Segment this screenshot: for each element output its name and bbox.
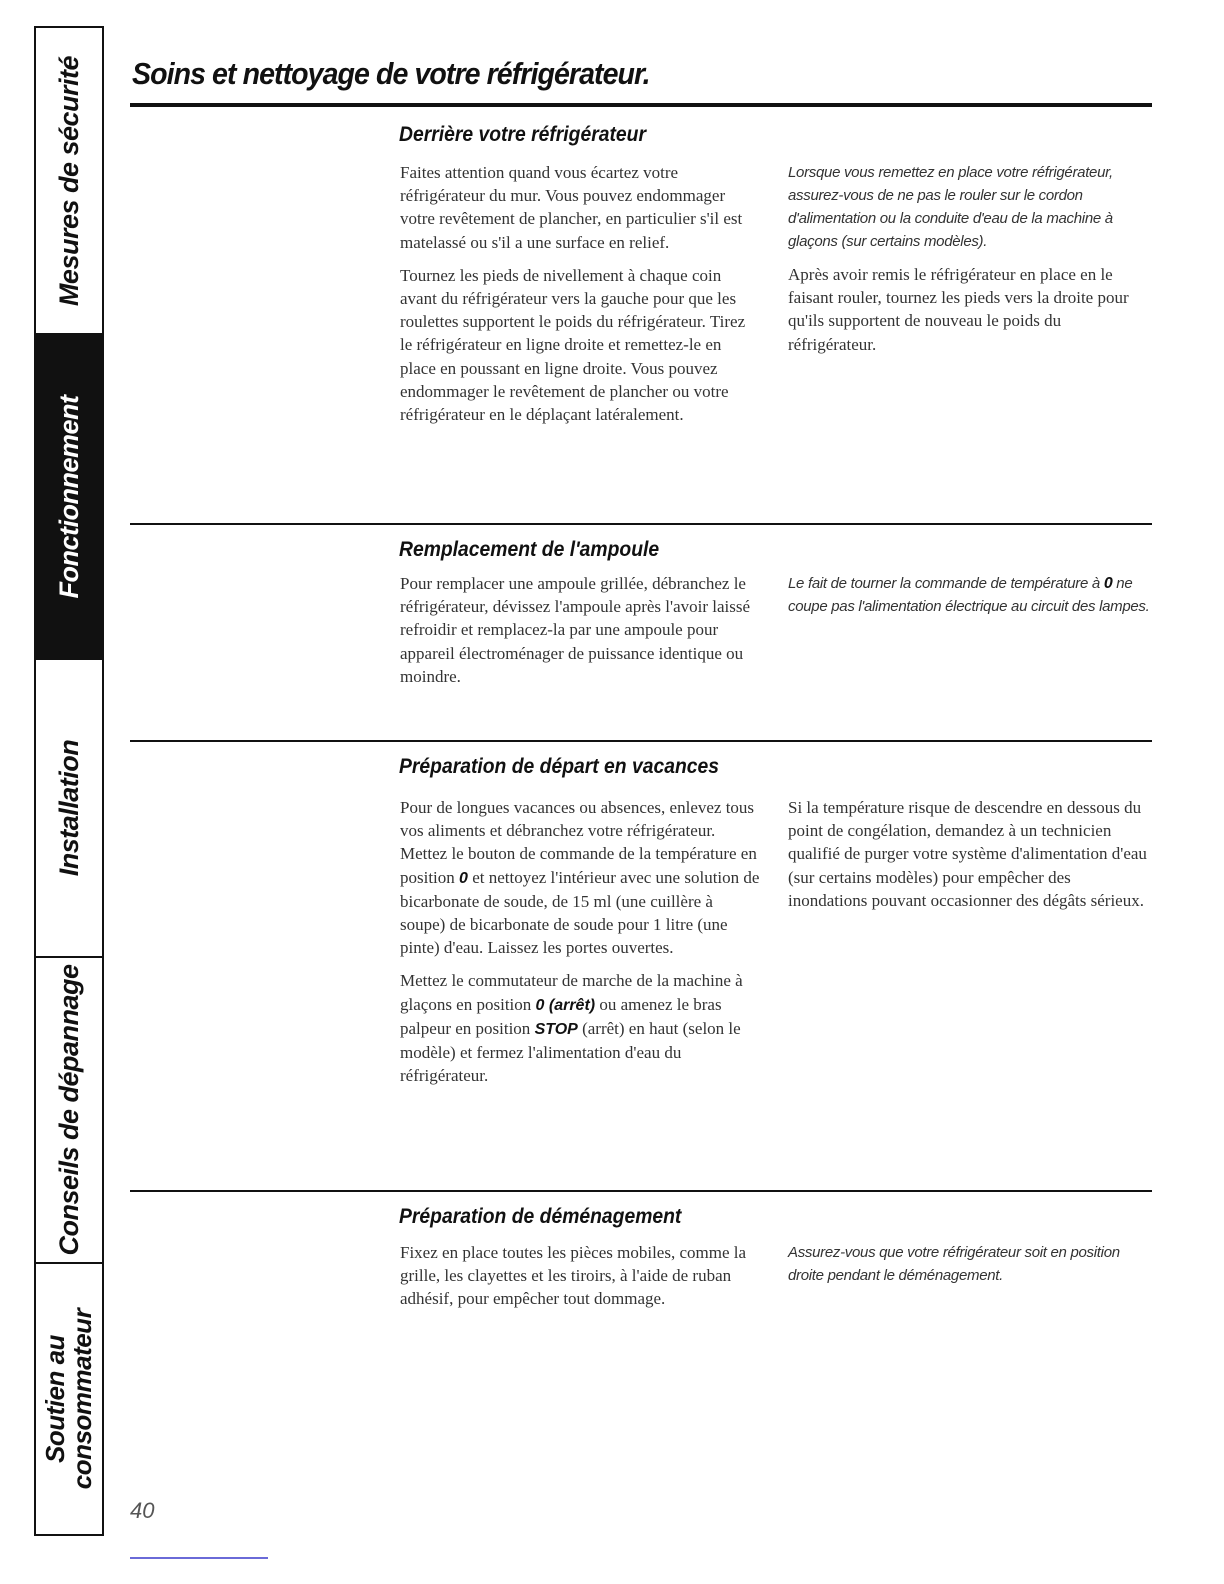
vacation-paragraph-2 — [400, 969, 760, 1087]
tab-installation[interactable] — [36, 660, 102, 958]
heading-derriere: Derrière votre réfrigérateur — [399, 123, 646, 146]
heading-vacances: Préparation de départ en vacances — [399, 755, 719, 778]
heading-demenagement: Préparation de déménagement — [399, 1205, 682, 1228]
vacation-zero: 0 — [459, 869, 468, 887]
heading-ampoule: Remplacement de l'ampoule — [399, 538, 660, 561]
tab-label-line2: consommateur — [67, 1308, 97, 1490]
section-divider — [130, 740, 1152, 742]
behind-paragraph-2: Tournez les pieds de nivellement à chaque coin avant du réfrigérateur vers la gauche pour que les roulettes supportent le poids du réfrigérateur. Tirez le réfrigérateur en ligne droite et remettez-le en place en poussant en ligne droite. Vous pouvez endommager le revêtement de plancher ou votre réfrigérateur en le déplaçant latéralement. — [400, 265, 746, 425]
vacation-left-column — [400, 796, 760, 1097]
title-divider — [130, 103, 1152, 107]
section-divider — [130, 1190, 1152, 1192]
vacation-text-5: (arrêt) en haut (selon le modèle) et fermez l'alimentation d'eau du réfrigérateur. — [400, 1018, 741, 1086]
behind-right-column — [788, 161, 1153, 366]
bulb-right-column — [788, 572, 1153, 628]
moving-paragraph: Fixez en place toutes les pièces mobiles, comme la grille, les clayettes et les tiroirs, à l'aide de ruban adhésif, pour empêcher tout dommage. — [400, 1243, 747, 1309]
moving-note: Assurez-vous que votre réfrigérateur soit en position droite pendant le déménagement. — [788, 1244, 1120, 1284]
tab-mesures-de-securite[interactable] — [36, 28, 102, 335]
tab-label — [42, 1309, 96, 1489]
moving-right-column — [788, 1241, 1153, 1297]
tab-label: Fonctionnement — [54, 395, 84, 598]
behind-left-column — [400, 161, 760, 436]
bulb-left-column — [400, 572, 760, 698]
bulb-note-zero: 0 — [1103, 575, 1113, 592]
tab-label: Installation — [54, 739, 84, 877]
vacation-stop: STOP — [534, 1020, 578, 1038]
section-tab-bar — [34, 26, 104, 1536]
tab-label: Conseils de dépannage — [54, 964, 84, 1256]
vacation-off: 0 (arrêt) — [535, 996, 596, 1014]
tab-label: Mesures de sécurité — [54, 55, 84, 306]
page-title: Soins et nettoyage de votre réfrigérateur. — [132, 56, 650, 91]
bulb-note-text: Le fait de tourner la commande de température à — [788, 575, 1100, 592]
vacation-right-paragraph: Si la température risque de descendre en dessous du point de congélation, demandez à un technicien qualifié de purger votre système d'alimentation d'eau (sur certains modèles) pour empêcher des inondations pouvant occasionner des dégâts sérieux. — [788, 798, 1147, 910]
vacation-text-3: Mettez le commutateur de marche de la machine à glaçons en position — [400, 971, 743, 1014]
vacation-text: Pour de longues vacances ou absences, enlevez tous vos aliments et débranchez votre réfrigérateur. Mettez le bouton de commande de la température en position — [400, 798, 757, 887]
moving-left-column — [400, 1241, 760, 1321]
vacation-paragraph-1 — [400, 796, 760, 959]
vacation-right-column — [788, 796, 1153, 922]
tab-soutien-au-consommateur[interactable] — [36, 1264, 102, 1534]
page-number: 40 — [130, 1498, 155, 1523]
bulb-note — [788, 572, 1153, 618]
vacation-text-4: ou amenez le bras palpeur en position — [400, 994, 722, 1038]
bulb-note-text-2: ne coupe pas l'alimentation électrique au circuit des lampes. — [788, 575, 1150, 615]
behind-right-paragraph: Après avoir remis le réfrigérateur en place en le faisant rouler, tournez les pieds vers la droite pour qu'ils supportent de nouveau le poids du réfrigérateur. — [788, 265, 1129, 354]
vacation-text-2: et nettoyez l'intérieur avec une solution de bicarbonate de soude, de 15 ml (une cuillère à soupe) de bicarbonate de soude pour 1 litre (une pinte) d'eau. Laissez les portes ouvertes. — [400, 867, 760, 958]
tab-conseils-de-depannage[interactable] — [36, 958, 102, 1264]
behind-caution-note: Lorsque vous remettez en place votre réfrigérateur, assurez-vous de ne pas le rouler sur le cordon d'alimentation ou la conduite d'eau de la machine à glaçons (sur certains modèles). — [788, 164, 1113, 250]
footer-line — [130, 1557, 268, 1559]
tab-label-line1: Soutien au — [40, 1335, 70, 1463]
section-divider — [130, 523, 1152, 525]
behind-paragraph-1: Faites attention quand vous écartez votre réfrigérateur du mur. Vous pouvez endommager votre revêtement de plancher, en particulier s'il est matelassé ou s'il a une surface en relief. — [400, 163, 743, 252]
tab-fonctionnement[interactable] — [36, 335, 102, 660]
bulb-paragraph: Pour remplacer une ampoule grillée, débranchez le réfrigérateur, dévissez l'ampoule après l'avoir laissé refroidir et remplacez-la par une ampoule pour appareil électroménager de puissance identique ou moindre. — [400, 574, 751, 686]
